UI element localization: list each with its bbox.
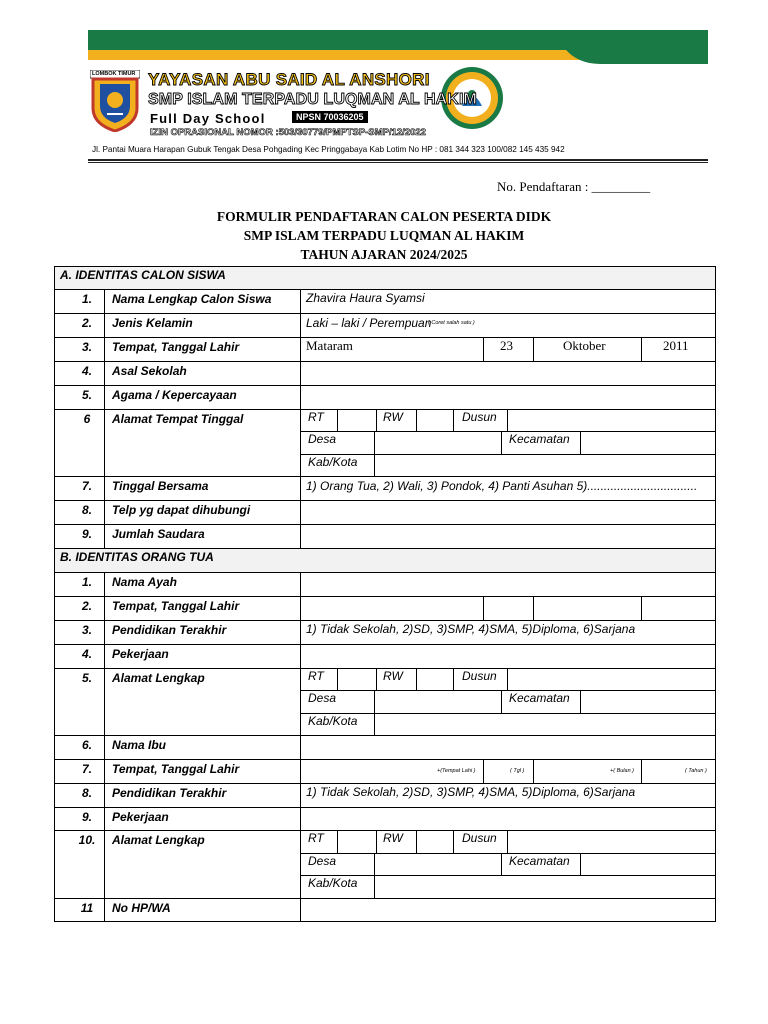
tahun-lahir-ibu-hint: ( Tahun ) xyxy=(685,768,707,774)
ibu-alamat-desa-label: Desa xyxy=(308,854,337,868)
column-border xyxy=(376,830,377,853)
identitas-ortu-row-number: 8. xyxy=(81,786,92,800)
column-border xyxy=(483,596,484,620)
region-label: LOMBOK TIMUR xyxy=(92,71,136,77)
ibu-alamat-dusun-field[interactable] xyxy=(508,831,714,852)
column-border xyxy=(453,668,454,690)
column-border xyxy=(501,690,502,713)
column-border xyxy=(300,759,301,783)
column-border xyxy=(300,289,301,313)
row-border xyxy=(54,548,716,549)
lombok-timur-crest-icon xyxy=(90,70,140,132)
column-border xyxy=(715,266,716,921)
pendidikan-ayah-options: 1) Tidak Sekolah, 2)SD, 3)SMP, 4)SMA, 5)Diploma, 6)Sarjana xyxy=(306,622,636,636)
nama-ayah-field[interactable] xyxy=(301,573,714,595)
nama-siswa-value: Zhavira Haura Syamsi xyxy=(306,291,425,305)
identitas-ortu-row-number: 4. xyxy=(81,647,92,661)
jumlah-saudara-field[interactable] xyxy=(301,525,714,547)
column-border xyxy=(533,759,534,783)
column-border xyxy=(533,596,534,620)
pekerjaan-ayah-field[interactable] xyxy=(301,645,714,667)
identitas-siswa-row-number: 4. xyxy=(81,364,92,378)
jenis-kelamin-value: Laki – laki / Perempuan xyxy=(306,316,432,330)
row-border xyxy=(54,476,716,477)
identitas-siswa-row-number: 9. xyxy=(81,527,92,541)
tanggal-lahir-ibu-hint: ( Tgl ) xyxy=(510,768,525,774)
identitas-siswa-row-label: Tinggal Bersama xyxy=(112,479,209,493)
column-border xyxy=(300,620,301,644)
row-border xyxy=(54,313,716,314)
siswa-alamat-dusun-field[interactable] xyxy=(508,410,714,430)
identitas-ortu-row-label: Pendidikan Terakhir xyxy=(112,623,227,637)
column-border xyxy=(300,313,301,337)
ibu-alamat-rt-label: RT xyxy=(308,831,324,845)
column-border xyxy=(300,476,301,500)
siswa-alamat-desa-field[interactable] xyxy=(375,432,500,452)
identitas-ortu-row-number: 2. xyxy=(81,599,92,613)
pendidikan-ibu-options: 1) Tidak Sekolah, 2)SD, 3)SMP, 4)SMA, 5)Diploma, 6)Sarjana xyxy=(306,785,636,799)
nama-ibu-field[interactable] xyxy=(301,736,714,758)
column-border xyxy=(300,783,301,807)
identitas-ortu-row-label: Alamat Lengkap xyxy=(112,833,205,847)
identitas-ortu-row-label: Pekerjaan xyxy=(112,647,169,661)
column-border xyxy=(300,830,301,898)
row-border xyxy=(54,783,716,784)
header-divider xyxy=(88,159,708,161)
identitas-siswa-heading: A. IDENTITAS CALON SISWA xyxy=(60,268,226,282)
registration-number: No. Pendaftaran : _________ xyxy=(497,179,651,194)
tempat-lahir-ibu-hint: +(Tempat Lahi ) xyxy=(437,768,476,774)
foundation-name: YAYASAN ABU SAID AL ANSHORI xyxy=(148,70,430,89)
column-border xyxy=(641,337,642,361)
ibu-alamat-kecamatan-label: Kecamatan xyxy=(509,854,570,868)
identitas-siswa-row-label: Tempat, Tanggal Lahir xyxy=(112,340,240,354)
no-hp-field[interactable] xyxy=(301,899,714,920)
ayah-alamat-rt-field[interactable] xyxy=(338,669,375,689)
tinggal-bersama-options: 1) Orang Tua, 2) Wali, 3) Pondok, 4) Panti Asuhan 5)................................. xyxy=(306,479,698,493)
identitas-siswa-row-number: 7. xyxy=(81,479,92,493)
ibu-alamat-dusun-label: Dusun xyxy=(462,831,497,845)
asal-sekolah-field[interactable] xyxy=(301,362,714,384)
bulan-lahir-value: Oktober xyxy=(563,338,606,353)
ibu-alamat-rw-label: RW xyxy=(383,831,403,845)
column-border xyxy=(453,409,454,431)
column-border xyxy=(641,596,642,620)
ayah-alamat-rt-label: RT xyxy=(308,669,324,683)
siswa-alamat-kab-label: Kab/Kota xyxy=(308,455,358,469)
row-border xyxy=(54,596,716,597)
column-border xyxy=(376,668,377,690)
school-address: Jl. Pantai Muara Harapan Gubuk Tengak Desa Pohgading Kec Pringgabaya Kab Lotim No HP : 081 344 323 100/082 145 435 942 xyxy=(92,145,565,154)
column-border xyxy=(483,337,484,361)
ibu-alamat-kab-label: Kab/Kota xyxy=(308,876,358,890)
column-border xyxy=(501,431,502,454)
identitas-siswa-row-number: 6 xyxy=(83,412,91,426)
identitas-ortu-row-number: 11 xyxy=(80,901,94,915)
identitas-ortu-row-number: 6. xyxy=(81,738,92,752)
siswa-alamat-kab-field[interactable] xyxy=(375,455,714,475)
identitas-siswa-row-label: Asal Sekolah xyxy=(112,364,187,378)
siswa-alamat-rw-field[interactable] xyxy=(417,410,452,430)
column-border xyxy=(300,337,301,361)
ayah-alamat-kecamatan-label: Kecamatan xyxy=(509,691,570,705)
identitas-siswa-row-number: 3. xyxy=(81,340,92,354)
ayah-alamat-kab-field[interactable] xyxy=(375,714,714,734)
npsn-badge: NPSN 70036205 xyxy=(292,111,368,123)
form-school-title: SMP ISLAM TERPADU LUQMAN AL HAKIM xyxy=(243,228,525,243)
identitas-siswa-row-label: Alamat Tempat Tinggal xyxy=(112,412,244,426)
identitas-ortu-row-label: Alamat Lengkap xyxy=(112,671,205,685)
telp-field[interactable] xyxy=(301,501,714,523)
siswa-alamat-rw-label: RW xyxy=(383,410,403,424)
ayah-alamat-dusun-field[interactable] xyxy=(508,669,714,689)
ayah-alamat-desa-label: Desa xyxy=(308,691,337,705)
column-border xyxy=(300,409,301,476)
ayah-alamat-rw-field[interactable] xyxy=(417,669,452,689)
form-title: FORMULIR PENDAFTARAN CALON PESERTA DIDK xyxy=(216,209,552,224)
ayah-alamat-desa-field[interactable] xyxy=(375,691,500,711)
identitas-siswa-row-label: Jumlah Saudara xyxy=(112,527,205,541)
column-border xyxy=(483,759,484,783)
ibu-alamat-rt-field[interactable] xyxy=(338,831,375,852)
ayah-alamat-kab-label: Kab/Kota xyxy=(308,714,358,728)
siswa-alamat-kecamatan-label: Kecamatan xyxy=(509,432,570,446)
identitas-siswa-row-number: 8. xyxy=(81,503,92,517)
row-border xyxy=(54,921,716,922)
siswa-alamat-rt-label: RT xyxy=(308,410,324,424)
ibu-alamat-kab-field[interactable] xyxy=(375,876,714,897)
row-border xyxy=(54,620,716,621)
identitas-ortu-row-number: 9. xyxy=(81,810,92,824)
identitas-ortu-row-label: Pekerjaan xyxy=(112,810,169,824)
siswa-alamat-kecamatan-field[interactable] xyxy=(581,432,714,452)
row-border xyxy=(54,289,716,290)
identitas-ortu-row-label: Tempat, Tanggal Lahir xyxy=(112,762,240,776)
header-divider-thin xyxy=(88,162,708,163)
agama-field[interactable] xyxy=(301,386,714,408)
column-border xyxy=(376,409,377,431)
tahun-lahir-value: 2011 xyxy=(663,338,689,353)
identitas-ortu-row-label: Pendidikan Terakhir xyxy=(112,786,227,800)
row-border xyxy=(54,337,716,338)
identitas-ortu-heading: B. IDENTITAS ORANG TUA xyxy=(60,550,214,564)
identitas-ortu-row-label: No HP/WA xyxy=(112,901,171,915)
identitas-ortu-row-label: Nama Ibu xyxy=(112,738,167,752)
column-border xyxy=(501,853,502,875)
column-border xyxy=(300,668,301,735)
jenis-kelamin-note: ( Coret salah satu ) xyxy=(428,320,475,326)
bulan-lahir-ibu-hint: +( Bulan ) xyxy=(610,768,634,774)
identitas-ortu-row-number: 3. xyxy=(81,623,92,637)
identitas-ortu-row-number: 7. xyxy=(81,762,92,776)
identitas-siswa-row-number: 5. xyxy=(81,388,92,402)
form-year-title: TAHUN AJARAN 2024/2025 xyxy=(300,247,468,262)
ibu-alamat-rw-field[interactable] xyxy=(417,831,452,852)
identitas-siswa-row-label: Agama / Kepercayaan xyxy=(112,388,237,402)
identitas-ortu-row-number: 5. xyxy=(81,671,92,685)
identitas-ortu-row-label: Tempat, Tanggal Lahir xyxy=(112,599,240,613)
school-name: SMP ISLAM TERPADU LUQMAN AL HAKIM xyxy=(148,91,477,108)
siswa-alamat-desa-label: Desa xyxy=(308,432,337,446)
identitas-siswa-row-label: Telp yg dapat dihubungi xyxy=(112,503,251,517)
identitas-ortu-row-number: 10. xyxy=(78,833,96,847)
tempat-lahir-value: Mataram xyxy=(306,338,353,353)
tanggal-lahir-value: 23 xyxy=(500,338,513,353)
column-border xyxy=(300,596,301,620)
ibu-alamat-desa-field[interactable] xyxy=(375,854,500,875)
identitas-ortu-row-number: 1. xyxy=(81,575,92,589)
program-name: Full Day School xyxy=(150,111,266,126)
ayah-alamat-kecamatan-field[interactable] xyxy=(581,691,714,711)
column-border xyxy=(54,266,55,921)
siswa-alamat-rt-field[interactable] xyxy=(338,410,375,430)
identitas-siswa-row-label: Jenis Kelamin xyxy=(112,316,193,330)
ayah-alamat-dusun-label: Dusun xyxy=(462,669,497,683)
ibu-alamat-kecamatan-field[interactable] xyxy=(581,854,714,875)
ayah-alamat-rw-label: RW xyxy=(383,669,403,683)
column-border xyxy=(641,759,642,783)
pekerjaan-ibu-field[interactable] xyxy=(301,808,714,829)
siswa-alamat-dusun-label: Dusun xyxy=(462,410,497,424)
identitas-ortu-row-label: Nama Ayah xyxy=(112,575,177,589)
identitas-siswa-row-label: Nama Lengkap Calon Siswa xyxy=(112,292,272,306)
header-band-accent xyxy=(560,30,708,64)
identitas-siswa-row-number: 2. xyxy=(81,316,92,330)
row-border xyxy=(54,759,716,760)
license-number: IZIN OPRASIONAL NOMOR :503/30779/PMPTSP-SMP/12/2022 xyxy=(150,127,426,138)
row-border xyxy=(54,266,716,267)
column-border xyxy=(453,830,454,853)
identitas-siswa-row-number: 1. xyxy=(81,292,92,306)
column-border xyxy=(533,337,534,361)
